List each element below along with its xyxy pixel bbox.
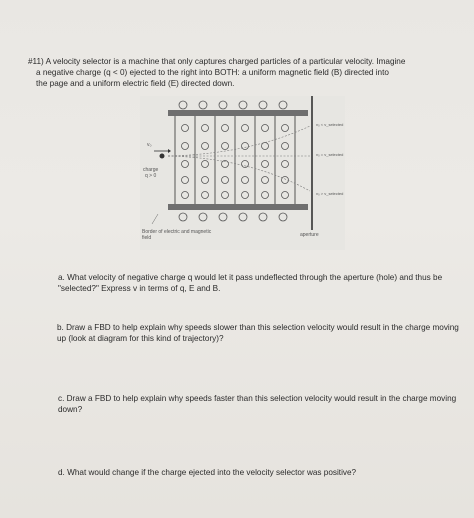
problem-intro [28, 56, 448, 89]
intro-line-2: a negative charge (q < 0) ejected to the right into BOTH: a uniform magnetic field (B) directed into [36, 68, 389, 77]
border-label: Border of electric and magnetic field [142, 229, 212, 241]
top-plate [168, 110, 308, 116]
electric-field-lines [175, 116, 295, 204]
question-c: c. Draw a FBD to help explain why speeds faster than this selection velocity would result in the charge moving down? [58, 394, 457, 414]
intro-line-1: #11) A velocity selector is a machine that only captures charged particles of a particular velocity. Imagine [28, 57, 406, 66]
question-b: b. Draw a FBD to help explain why speeds slower than this selection velocity would result in the charge moving up (look at diagram for this kind of trajectory)? [57, 323, 459, 343]
charge-label: charge [143, 167, 159, 173]
v-equal-label: v₀ = v_selected [316, 152, 344, 157]
border-pointer [152, 214, 158, 224]
trajectories [168, 126, 312, 191]
charge-sign-label: q > 0 [145, 173, 157, 179]
v-slow-label: v₀ < v_selected [316, 122, 344, 127]
v0-label: v₀ [147, 142, 152, 148]
bottom-plate [168, 204, 308, 210]
intro-line-3: the page and a uniform electric field (E) directed down. [36, 79, 235, 88]
question-d: d. What would change if the charge ejected into the velocity selector was positive? [58, 468, 357, 477]
velocity-arrowhead [168, 149, 171, 153]
aperture-label: aperture [300, 232, 319, 238]
v-fast-label: v₀ > v_selected [316, 191, 344, 196]
velocity-selector-diagram [140, 96, 345, 250]
charge-dot [160, 154, 165, 159]
velocity-selector-drawing [140, 96, 345, 250]
question-a: a. What velocity of negative charge q would let it pass undeflected through the aperture (hole) and thus be "selected?" Express v in terms of q, E and B. [58, 273, 443, 293]
